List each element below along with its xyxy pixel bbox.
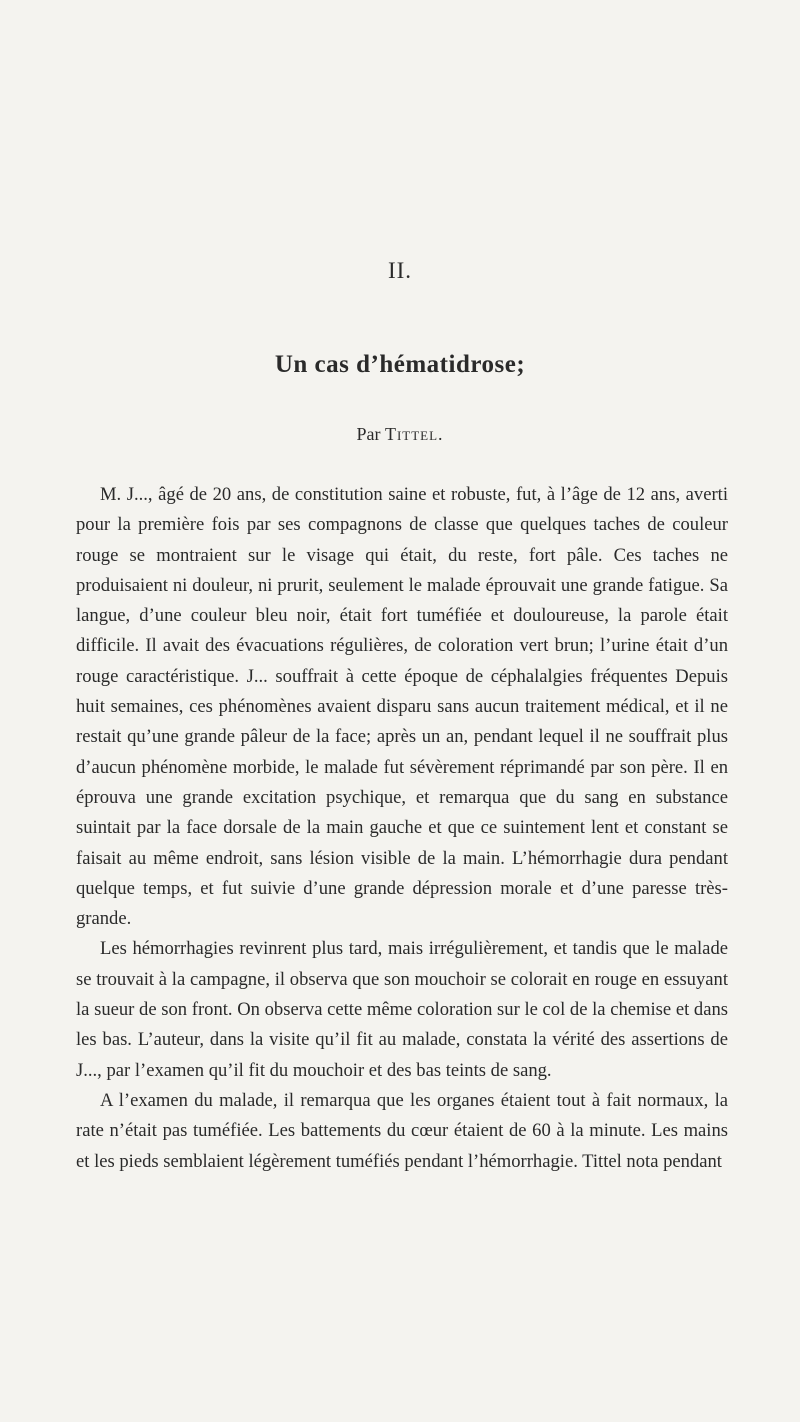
section-number: II. [387,258,413,283]
article-title: Un cas d’hématidrose; [274,351,526,378]
paragraph-3: A l’examen du malade, il remarqua que les organes étaient tout à fait normaux, la rate n’était pas tuméfiée. Les battements du cœur étaient de 60 à la minute. Les mains et les pieds semblaient légèrement tuméfiés pendant l’hémorrhagie. Tittel nota pendant [76,1089,728,1172]
byline [0,424,800,445]
paragraph-1: M. J..., âgé de 20 ans, de constitution saine et robuste, fut, à l’âge de 12 ans, averti pour la première fois par ses compagnons de classe que quelques taches de couleur rouge se montraient sur le visage qui était, du reste, fort pâle. Ces taches ne produisaient ni douleur, ni prurit, seulement le malade éprouvait une grande fatigue. Sa langue, d’une couleur bleu noir, était fort tuméfiée et douloureuse, la parole était difficile. Il avait des évacuations régulières, de coloration vert brun; l’urine était d’un rouge caractéristique. J... souffrait à cette époque de céphalalgies fréquentes Depuis huit semaines, ces phénomènes avaient disparu sans aucun traitement médical, et il ne restait qu’une grande pâleur de la face; après un an, pendant lequel il ne souffrait plus d’aucun phénomène morbide, le malade fut sévèrement réprimandé par son père. Il en éprouva une grande excitation psychique, et remarqua que du sang en substance suintait par la face dorsale de la main gauche et que ce suintement lent et constant se faisait au même endroit, sans lésion visible de la main. L’hémorrhagie dura pendant quelque temps, et fut suivie d’une grande dépression morale et d’une paresse très-grande. [76,484,728,930]
byline-prefix: Par [356,424,381,444]
paragraph-2: Les hémorrhagies revinrent plus tard, mais irrégulièrement, et tandis que le malade se trouvait à la campagne, il observa que son mouchoir se colorait en rouge en essuyant la sueur de son front. On observa cette même coloration sur le col de la chemise et dans les bas. L’auteur, dans la visite qu’il fit au malade, constata la vérité des assertions de J..., par l’examen qu’il fit du mouchoir et des bas teints de sang. [76,938,728,1081]
author-name: Tittel. [384,424,444,444]
article-body [76,480,728,1177]
